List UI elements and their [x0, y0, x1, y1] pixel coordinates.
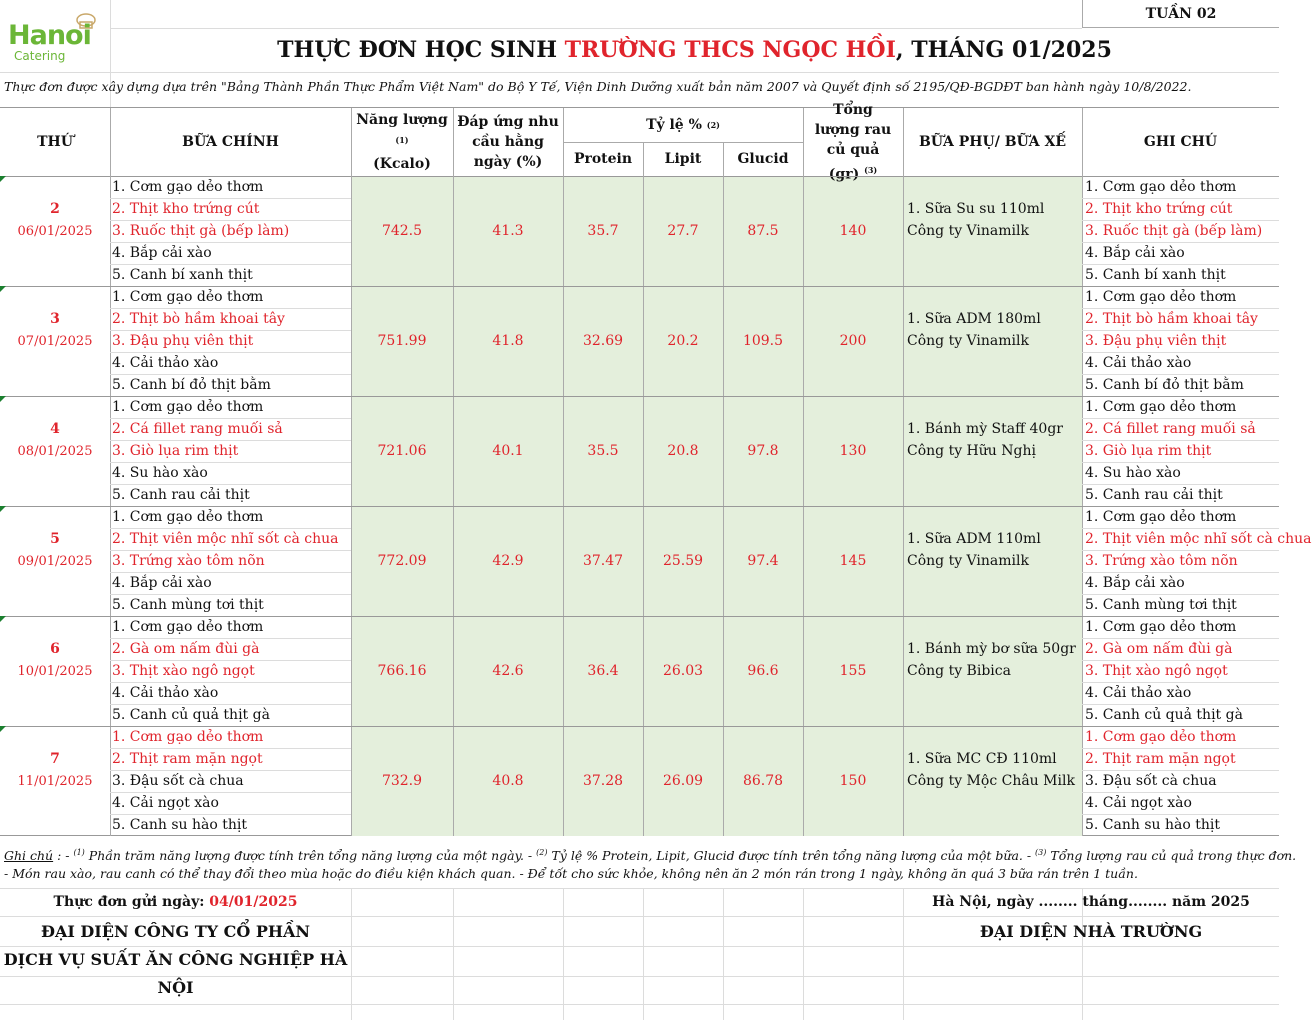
- value-lipit: 20.2: [667, 333, 699, 349]
- header-lipit: Lipit: [664, 151, 702, 167]
- value-dap-ung: 42.9: [492, 553, 524, 569]
- grid-line: [351, 888, 352, 1020]
- value-veg: 155: [839, 663, 867, 679]
- company-rep-line-1: ĐẠI DIỆN CÔNG TY CỔ PHẦN: [40, 922, 311, 941]
- note-item: 4. Su hào xào: [1085, 465, 1181, 481]
- value-lipit: 25.59: [662, 553, 704, 569]
- dish-item: 1. Cơm gạo dẻo thơm: [112, 729, 264, 745]
- grid-line: [110, 462, 351, 463]
- grid-line: [1082, 682, 1279, 683]
- grid-line: [1082, 440, 1279, 441]
- grid-line: [1082, 572, 1279, 573]
- grid-line: [110, 440, 351, 441]
- dish-item: 3. Trứng xào tôm nõn: [112, 553, 265, 569]
- day-number: 6: [50, 641, 60, 657]
- value-veg: 150: [839, 773, 867, 789]
- note-item: 4. Cải ngọt xào: [1085, 795, 1192, 811]
- value-lipit: 27.7: [667, 223, 699, 239]
- grid-line: [110, 242, 351, 243]
- school-rep: ĐẠI DIỆN NHÀ TRƯỜNG: [979, 922, 1203, 941]
- grid-line: [110, 550, 351, 551]
- value-lipit: 26.03: [662, 663, 704, 679]
- note-item: 4. Bắp cải xào: [1085, 575, 1185, 591]
- grid-line: [0, 72, 1279, 73]
- dish-item: 1. Cơm gạo dẻo thơm: [112, 289, 264, 305]
- value-energy: 751.99: [377, 333, 427, 349]
- dish-item: 2. Thịt ram mặn ngọt: [112, 751, 263, 767]
- note-item: 2. Thịt bò hầm khoai tây: [1085, 311, 1258, 327]
- grid-line: [110, 814, 351, 815]
- cell-marker-icon: [0, 506, 6, 512]
- value-lipit: 20.8: [667, 443, 699, 459]
- cell-marker-icon: [0, 396, 6, 402]
- grid-line: [1082, 220, 1279, 221]
- snack-company: Công ty Bibica: [907, 663, 1011, 679]
- note-item: 3. Giò lụa rim thịt: [1085, 443, 1212, 459]
- grid-line: [110, 682, 351, 683]
- value-lipit: 26.09: [662, 773, 704, 789]
- value-glucid: 97.4: [747, 553, 779, 569]
- logo-sub: Catering: [14, 49, 66, 63]
- dish-item: 5. Canh mùng tơi thịt: [112, 597, 264, 613]
- snack-item: 1. Bánh mỳ Staff 40gr: [907, 421, 1063, 437]
- grid-line: [110, 484, 351, 485]
- day-date: 08/01/2025: [17, 443, 93, 459]
- note-item: 3. Trứng xào tôm nõn: [1085, 553, 1238, 569]
- header-bua-chinh: BỮA CHÍNH: [182, 134, 279, 150]
- note-item: 1. Cơm gạo dẻo thơm: [1085, 729, 1237, 745]
- grid-line: [1082, 484, 1279, 485]
- grid-line: [0, 888, 1279, 889]
- footnote-line-1: Ghi chú : - $^{(1)}$ Phần trăm năng lượng được tính trên tổng năng lượng của một ngày. - $^{(2)}$ Tỷ lệ % Protein, Lipit, Glucid được tính trên tổng năng lượng của một bữa. - $^{(3)}$ Tổng lượng rau củ quả trong thực đơn.: [4, 848, 1297, 864]
- day-date: 07/01/2025: [17, 333, 93, 349]
- grid-line: [110, 528, 351, 529]
- note-item: 5. Canh củ quả thịt gà: [1085, 707, 1243, 723]
- dish-item: 5. Canh rau cải thịt: [112, 487, 250, 503]
- grid-line: [1082, 462, 1279, 463]
- snack-company: Công ty Vinamilk: [907, 553, 1029, 569]
- grid-line: [110, 792, 351, 793]
- note-item: 2. Gà om nấm đùi gà: [1085, 641, 1233, 657]
- value-glucid: 109.5: [742, 333, 784, 349]
- grid-line: [110, 264, 351, 265]
- note-item: 3. Thịt xào ngô ngọt: [1085, 663, 1228, 679]
- grid-line: [110, 374, 351, 375]
- header-ghi-chu: GHI CHÚ: [1143, 134, 1218, 150]
- company-logo: [6, 6, 106, 68]
- footnote-line-2: - Món rau xào, rau canh có thể thay đổi theo mùa hoặc do điều kiện khách quan. - Để tốt cho sức khỏe, không nên ăn 2 món rán trong 1 ngày, không ăn quá 3 bữa rán trên 1 tuần.: [4, 866, 1138, 881]
- dish-item: 4. Bắp cải xào: [112, 245, 212, 261]
- grid-line: [110, 198, 351, 199]
- grid-line: [0, 1004, 1279, 1005]
- week-label: TUẦN 02: [1082, 0, 1279, 28]
- note-item: 2. Thịt kho trứng cút: [1085, 201, 1233, 217]
- value-dap-ung: 40.8: [492, 773, 524, 789]
- header-tong-luong: Tổng lượng rau củ quả (gr) $^{(3)}$: [814, 101, 892, 183]
- value-protein: 35.5: [587, 443, 619, 459]
- value-veg: 145: [839, 553, 867, 569]
- snack-item: 1. Sữa ADM 180ml: [907, 311, 1041, 327]
- subtitle: Thực đơn được xây dựng dựa trên "Bảng Thành Phần Thực Phẩm Việt Nam" do Bộ Y Tế, Viện Dinh Dưỡng xuất bản năm 2007 và Quyết định số 2195/QĐ-BGDĐT ban hành ngày 10/8/2022.: [4, 79, 1192, 94]
- grid-line: [110, 220, 351, 221]
- value-glucid: 97.8: [747, 443, 779, 459]
- snack-company: Công ty Vinamilk: [907, 333, 1029, 349]
- dish-item: 3. Đậu sốt cà chua: [112, 773, 244, 789]
- header-protein: Protein: [573, 151, 633, 167]
- grid-line: [1082, 264, 1279, 265]
- grid-line: [0, 916, 1279, 917]
- snack-item: 1. Sữa MC CĐ 110ml: [907, 751, 1057, 767]
- value-energy: 766.16: [377, 663, 427, 679]
- value-energy: 732.9: [381, 773, 423, 789]
- grid-line: [110, 352, 351, 353]
- note-item: 1. Cơm gạo dẻo thơm: [1085, 289, 1237, 305]
- value-glucid: 96.6: [747, 663, 779, 679]
- value-protein: 36.4: [587, 663, 619, 679]
- header-nang-luong: Năng lượng $^{(1)}$ (Kcalo): [356, 111, 448, 173]
- grid-line: [1082, 418, 1279, 419]
- value-energy: 742.5: [381, 223, 423, 239]
- day-date: 06/01/2025: [17, 223, 93, 239]
- header-dap-ung: Đáp ứng nhu cầu hằng ngày (%): [457, 114, 559, 170]
- note-item: 3. Đậu phụ viên thịt: [1085, 333, 1227, 349]
- cell-marker-icon: [0, 286, 6, 292]
- note-item: 5. Canh su hào thịt: [1085, 817, 1220, 833]
- dish-item: 2. Cá fillet rang muối sả: [112, 421, 283, 437]
- grid-line: [723, 888, 724, 1020]
- grid-line: [1082, 242, 1279, 243]
- company-rep-line-2: DỊCH VỤ SUẤT ĂN CÔNG NGHIỆP HÀ NỘI: [3, 950, 348, 997]
- note-item: 1. Cơm gạo dẻo thơm: [1085, 509, 1237, 525]
- value-veg: 130: [839, 443, 867, 459]
- grid-line: [1082, 308, 1279, 309]
- note-item: 3. Đậu sốt cà chua: [1085, 773, 1217, 789]
- school-name: TRƯỜNG THCS NGỌC HỒI: [564, 37, 896, 63]
- dish-item: 1. Cơm gạo dẻo thơm: [112, 509, 264, 525]
- grid-line: [563, 888, 564, 1020]
- day-number: 3: [50, 311, 60, 327]
- dish-item: 5. Canh bí đỏ thịt bằm: [112, 377, 271, 393]
- place-date: Hà Nội, ngày ........ tháng........ năm 2025: [932, 894, 1250, 910]
- grid-line: [1082, 704, 1279, 705]
- value-glucid: 87.5: [747, 223, 779, 239]
- day-date: 09/01/2025: [17, 553, 93, 569]
- note-item: 5. Canh bí đỏ thịt bằm: [1085, 377, 1244, 393]
- grid-line: [1082, 198, 1279, 199]
- dish-item: 4. Cải thảo xào: [112, 355, 219, 371]
- value-dap-ung: 42.6: [492, 663, 524, 679]
- grid-line: [110, 660, 351, 661]
- note-item: 1. Cơm gạo dẻo thơm: [1085, 179, 1237, 195]
- note-item: 4. Bắp cải xào: [1085, 245, 1185, 261]
- value-protein: 37.47: [582, 553, 624, 569]
- grid-line: [1082, 330, 1279, 331]
- grid-line: [1082, 770, 1279, 771]
- snack-company: Công ty Vinamilk: [907, 223, 1029, 239]
- grid-line: [1082, 748, 1279, 749]
- note-item: 2. Cá fillet rang muối sả: [1085, 421, 1256, 437]
- dish-item: 2. Gà om nấm đùi gà: [112, 641, 260, 657]
- note-item: 4. Cải thảo xào: [1085, 355, 1192, 371]
- grid-line: [643, 142, 644, 836]
- dish-item: 4. Bắp cải xào: [112, 575, 212, 591]
- logo-word: Hanoi: [8, 20, 91, 51]
- grid-line: [1082, 638, 1279, 639]
- dish-item: 2. Thịt viên mộc nhĩ sốt cà chua: [112, 531, 339, 547]
- cell-marker-icon: [0, 726, 6, 732]
- grid-line: [1082, 374, 1279, 375]
- grid-line: [110, 638, 351, 639]
- header-thu: THỨ: [37, 134, 73, 150]
- grid-line: [563, 142, 803, 143]
- value-veg: 140: [839, 223, 867, 239]
- dish-item: 3. Thịt xào ngô ngọt: [112, 663, 255, 679]
- value-protein: 37.28: [582, 773, 624, 789]
- dish-item: 1. Cơm gạo dẻo thơm: [112, 619, 264, 635]
- dish-item: 4. Cải thảo xào: [112, 685, 219, 701]
- dish-item: 4. Su hào xào: [112, 465, 208, 481]
- snack-item: 1. Sữa ADM 110ml: [907, 531, 1041, 547]
- dish-item: 5. Canh củ quả thịt gà: [112, 707, 270, 723]
- cell-marker-icon: [0, 616, 6, 622]
- grid-line: [1082, 528, 1279, 529]
- grid-line: [1082, 352, 1279, 353]
- dish-item: 1. Cơm gạo dẻo thơm: [112, 399, 264, 415]
- snack-company: Công ty Hữu Nghị: [907, 443, 1036, 459]
- value-dap-ung: 41.3: [492, 223, 524, 239]
- grid-line: [110, 770, 351, 771]
- day-date: 11/01/2025: [17, 773, 93, 789]
- note-item: 5. Canh rau cải thịt: [1085, 487, 1223, 503]
- dish-item: 2. Thịt bò hầm khoai tây: [112, 311, 285, 327]
- snack-item: 1. Bánh mỳ bơ sữa 50gr: [907, 641, 1076, 657]
- snack-company: Công ty Mộc Châu Milk: [907, 773, 1075, 789]
- snack-item: 1. Sữa Su su 110ml: [907, 201, 1045, 217]
- header-ty-le: Tỷ lệ % (2): [646, 117, 720, 133]
- grid-line: [453, 888, 454, 1020]
- value-veg: 200: [839, 333, 867, 349]
- sent-date: Thực đơn gửi ngày: 04/01/2025: [53, 894, 298, 910]
- dish-item: 3. Ruốc thịt gà (bếp làm): [112, 223, 290, 239]
- note-item: 3. Ruốc thịt gà (bếp làm): [1085, 223, 1263, 239]
- note-item: 2. Thịt ram mặn ngọt: [1085, 751, 1236, 767]
- dish-item: 4. Cải ngọt xào: [112, 795, 219, 811]
- grid-line: [110, 330, 351, 331]
- value-dap-ung: 41.8: [492, 333, 524, 349]
- dish-item: 5. Canh su hào thịt: [112, 817, 247, 833]
- note-item: 1. Cơm gạo dẻo thơm: [1085, 399, 1237, 415]
- page-title: THỰC ĐƠN HỌC SINH TRƯỜNG THCS NGỌC HỒI, THÁNG 01/2025: [277, 37, 1112, 63]
- grid-line: [643, 888, 644, 1020]
- value-energy: 721.06: [377, 443, 427, 459]
- grid-line: [1082, 660, 1279, 661]
- dish-item: 5. Canh bí xanh thịt: [112, 267, 253, 283]
- value-energy: 772.09: [377, 553, 427, 569]
- day-date: 10/01/2025: [17, 663, 93, 679]
- cell-marker-icon: [0, 176, 6, 182]
- grid-line: [1082, 550, 1279, 551]
- note-item: 2. Thịt viên mộc nhĩ sốt cà chua: [1085, 531, 1312, 547]
- grid-line: [1082, 814, 1279, 815]
- dish-item: 1. Cơm gạo dẻo thơm: [112, 179, 264, 195]
- note-item: 5. Canh bí xanh thịt: [1085, 267, 1226, 283]
- note-item: 4. Cải thảo xào: [1085, 685, 1192, 701]
- grid-line: [1082, 792, 1279, 793]
- grid-line: [110, 594, 351, 595]
- grid-line: [110, 704, 351, 705]
- dish-item: 3. Giò lụa rim thịt: [112, 443, 239, 459]
- note-item: 1. Cơm gạo dẻo thơm: [1085, 619, 1237, 635]
- value-protein: 32.69: [582, 333, 624, 349]
- grid-line: [110, 572, 351, 573]
- note-item: 5. Canh mùng tơi thịt: [1085, 597, 1237, 613]
- value-dap-ung: 40.1: [492, 443, 524, 459]
- grid-line: [803, 888, 804, 1020]
- grid-line: [723, 142, 724, 836]
- day-number: 4: [50, 421, 60, 437]
- grid-line: [1082, 594, 1279, 595]
- day-number: 5: [50, 531, 60, 547]
- value-protein: 35.7: [587, 223, 619, 239]
- grid-line: [110, 28, 1082, 29]
- value-glucid: 86.78: [742, 773, 784, 789]
- day-number: 2: [50, 201, 60, 217]
- grid-line: [110, 308, 351, 309]
- grid-line: [110, 748, 351, 749]
- header-glucid: Glucid: [737, 151, 789, 167]
- dish-item: 3. Đậu phụ viên thịt: [112, 333, 254, 349]
- header-bua-phu: BỮA PHỤ/ BỮA XẾ: [918, 134, 1067, 150]
- day-number: 7: [50, 751, 60, 767]
- grid-line: [110, 418, 351, 419]
- dish-item: 2. Thịt kho trứng cút: [112, 201, 260, 217]
